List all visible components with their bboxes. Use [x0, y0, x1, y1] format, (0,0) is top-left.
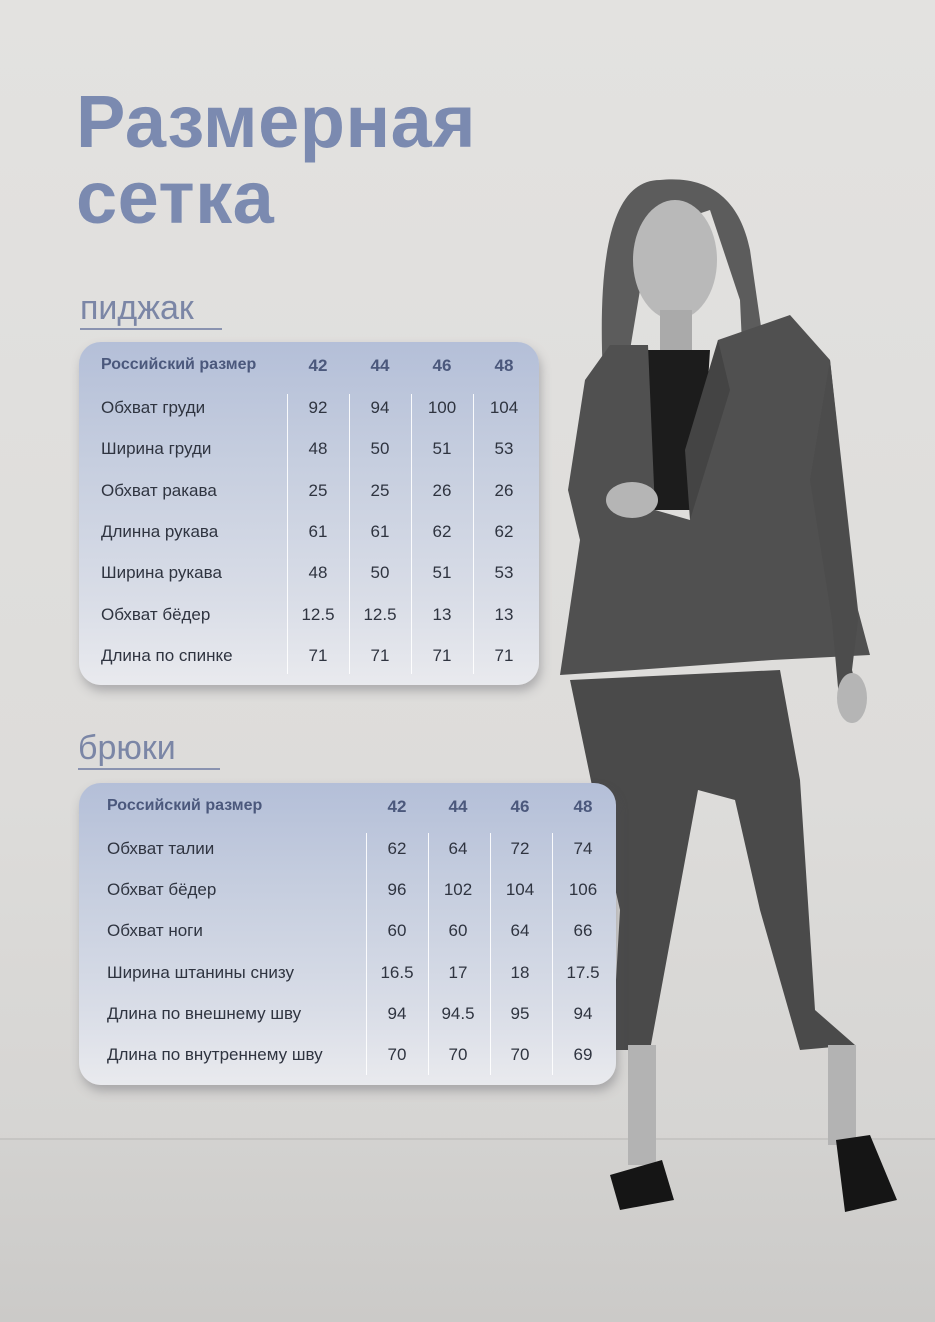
trousers-size-col: 42 [387, 797, 407, 816]
jacket-size-col: 44 [370, 356, 390, 375]
jacket-cell-value: 50 [370, 563, 390, 583]
jacket-cell-value: 104 [489, 398, 519, 417]
jacket-size-col: 42 [308, 356, 328, 375]
title-line-2: сетка [76, 156, 275, 239]
jacket-cell-value: 71 [308, 645, 328, 665]
trousers-cell-value: 66 [573, 921, 593, 941]
trousers-cell-value: 106 [568, 880, 598, 900]
jacket-cell-value: 94 [370, 398, 390, 417]
model-leg-right [828, 1045, 856, 1145]
trousers-row-label: Длина по внешнему шву [107, 1003, 302, 1023]
trousers-section-label: брюки [78, 729, 176, 767]
jacket-cell-value: 12.5 [301, 604, 335, 624]
trousers-cell-value: 64 [510, 921, 530, 941]
trousers-cell-value: 69 [573, 1045, 593, 1064]
column-divider [428, 833, 429, 1075]
jacket-row-label: Ширина рукава [101, 563, 222, 583]
jacket-cell-value: 51 [432, 563, 452, 583]
jacket-row-label: Ширина груди [101, 439, 212, 459]
jacket-cell-value: 61 [370, 521, 390, 541]
trousers-cell-value: 64 [448, 839, 468, 858]
model-shoe-right [836, 1135, 897, 1212]
trousers-cell-value: 70 [448, 1045, 468, 1064]
jacket-cell-value: 25 [370, 480, 390, 500]
jacket-cell-value: 71 [370, 645, 390, 665]
jacket-cell-value: 53 [494, 439, 514, 459]
jacket-header-label: Российский размер [101, 356, 257, 373]
trousers-row-label: Обхват талии [107, 839, 215, 858]
jacket-cell-value: 51 [432, 439, 452, 459]
jacket-cell-value: 26 [432, 480, 452, 500]
trousers-row-label: Длина по внутреннему шву [107, 1045, 323, 1064]
trousers-cell-value: 70 [387, 1045, 407, 1064]
trousers-row-label: Обхват ноги [107, 921, 203, 941]
jacket-cell-value: 71 [432, 645, 452, 665]
jacket-cell-value: 61 [308, 521, 328, 541]
jacket-section-underline [80, 328, 222, 330]
trousers-cell-value: 60 [448, 921, 468, 941]
trousers-cell-value: 16.5 [380, 962, 414, 982]
column-divider [411, 394, 412, 674]
trousers-cell-value: 62 [387, 839, 407, 858]
title-line-1: Размерная [76, 80, 477, 163]
jacket-cell-value: 53 [494, 563, 514, 583]
trousers-row-label: Обхват бёдер [107, 880, 217, 900]
jacket-cell-value: 25 [308, 480, 328, 500]
column-divider [473, 394, 474, 674]
model-hand [837, 673, 867, 723]
jacket-cell-value: 48 [308, 439, 328, 459]
jacket-row-label: Длина по спинке [101, 645, 233, 665]
trousers-section-underline [78, 768, 220, 770]
jacket-size-table [79, 342, 539, 685]
trousers-cell-value: 96 [387, 880, 407, 900]
model-left-hand [606, 482, 658, 518]
jacket-cell-value: 50 [370, 439, 390, 459]
jacket-row-label: Обхват груди [101, 398, 206, 417]
jacket-cell-value: 48 [308, 563, 328, 583]
trousers-cell-value: 104 [505, 880, 535, 900]
model-shoe-left [610, 1160, 674, 1210]
trousers-size-col: 44 [448, 797, 468, 816]
model-neck [660, 310, 692, 355]
jacket-cell-value: 62 [494, 521, 514, 541]
trousers-cell-value: 17.5 [566, 962, 600, 982]
trousers-header-label: Российский размер [107, 797, 263, 814]
jacket-cell-value: 13 [432, 604, 452, 624]
column-divider [490, 833, 491, 1075]
jacket-cell-value: 62 [432, 521, 452, 541]
jacket-size-col: 48 [494, 356, 514, 375]
trousers-cell-value: 74 [573, 839, 593, 858]
jacket-cell-value: 71 [494, 645, 514, 665]
column-divider [287, 394, 288, 674]
jacket-cell-value: 92 [308, 398, 328, 417]
trousers-row-label: Ширина штанины снизу [107, 962, 294, 982]
trousers-cell-value: 94 [387, 1003, 407, 1023]
trousers-cell-value: 102 [443, 880, 473, 900]
trousers-cell-value: 94.5 [441, 1003, 475, 1023]
jacket-row-label: Длинна рукава [101, 521, 219, 541]
jacket-cell-value: 100 [427, 398, 457, 417]
jacket-cell-value: 13 [494, 604, 514, 624]
trousers-size-col: 48 [573, 797, 593, 816]
jacket-size-col: 46 [432, 356, 452, 375]
trousers-cell-value: 70 [510, 1045, 530, 1064]
column-divider [552, 833, 553, 1075]
trousers-cell-value: 95 [510, 1003, 530, 1023]
jacket-row-label: Обхват бёдер [101, 604, 211, 624]
model-leg-left [628, 1045, 656, 1165]
column-divider [349, 394, 350, 674]
jacket-cell-value: 26 [494, 480, 514, 500]
trousers-size-col: 46 [510, 797, 530, 816]
jacket-cell-value: 12.5 [363, 604, 397, 624]
page-title [76, 80, 477, 239]
trousers-cell-value: 18 [510, 962, 530, 982]
column-divider [366, 833, 367, 1075]
trousers-cell-value: 94 [573, 1003, 593, 1023]
trousers-cell-value: 60 [387, 921, 407, 941]
trousers-size-table [79, 783, 616, 1085]
trousers-cell-value: 72 [510, 839, 530, 858]
jacket-section-label: пиджак [80, 289, 194, 327]
trousers-cell-value: 17 [448, 962, 468, 982]
model-face [633, 200, 717, 320]
jacket-row-label: Обхват ракава [101, 480, 217, 500]
